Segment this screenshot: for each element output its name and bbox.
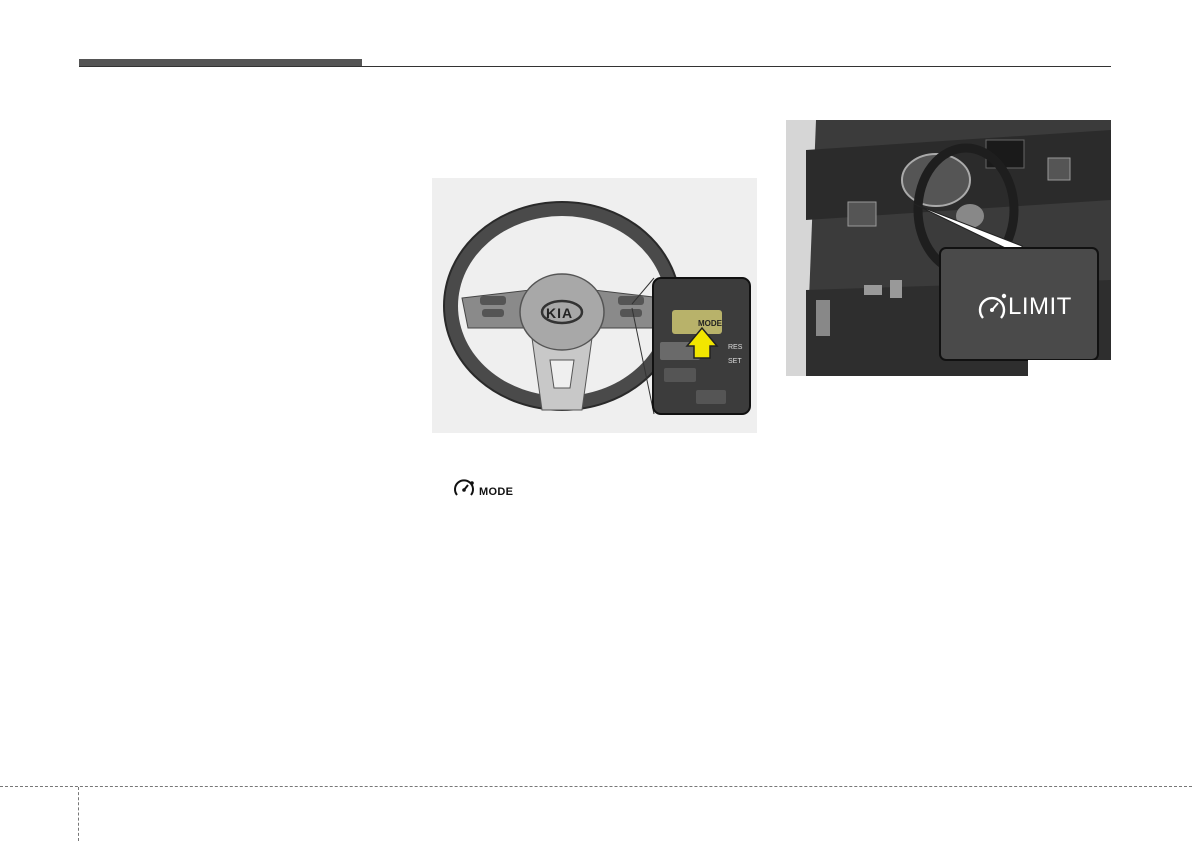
- mode-symbol: [452, 478, 524, 504]
- figure-code-area: [1028, 360, 1111, 376]
- header-rule: [79, 66, 1111, 67]
- speed-limiter-icon: [452, 478, 478, 500]
- dashboard-figure: [786, 120, 1111, 376]
- footer-page-divider: [78, 787, 79, 841]
- steering-wheel-figure: [432, 178, 757, 433]
- wheel-logo: KIA: [546, 305, 574, 321]
- inset-res-label: RES: [728, 344, 743, 351]
- mode-symbol-label: MODE: [479, 486, 514, 498]
- inset-set-label: SET: [728, 358, 742, 365]
- inset-mode-label: MODE: [698, 319, 722, 328]
- footer-dashed-rule: [0, 786, 1192, 787]
- limit-callout-text: LIMIT: [1008, 293, 1072, 320]
